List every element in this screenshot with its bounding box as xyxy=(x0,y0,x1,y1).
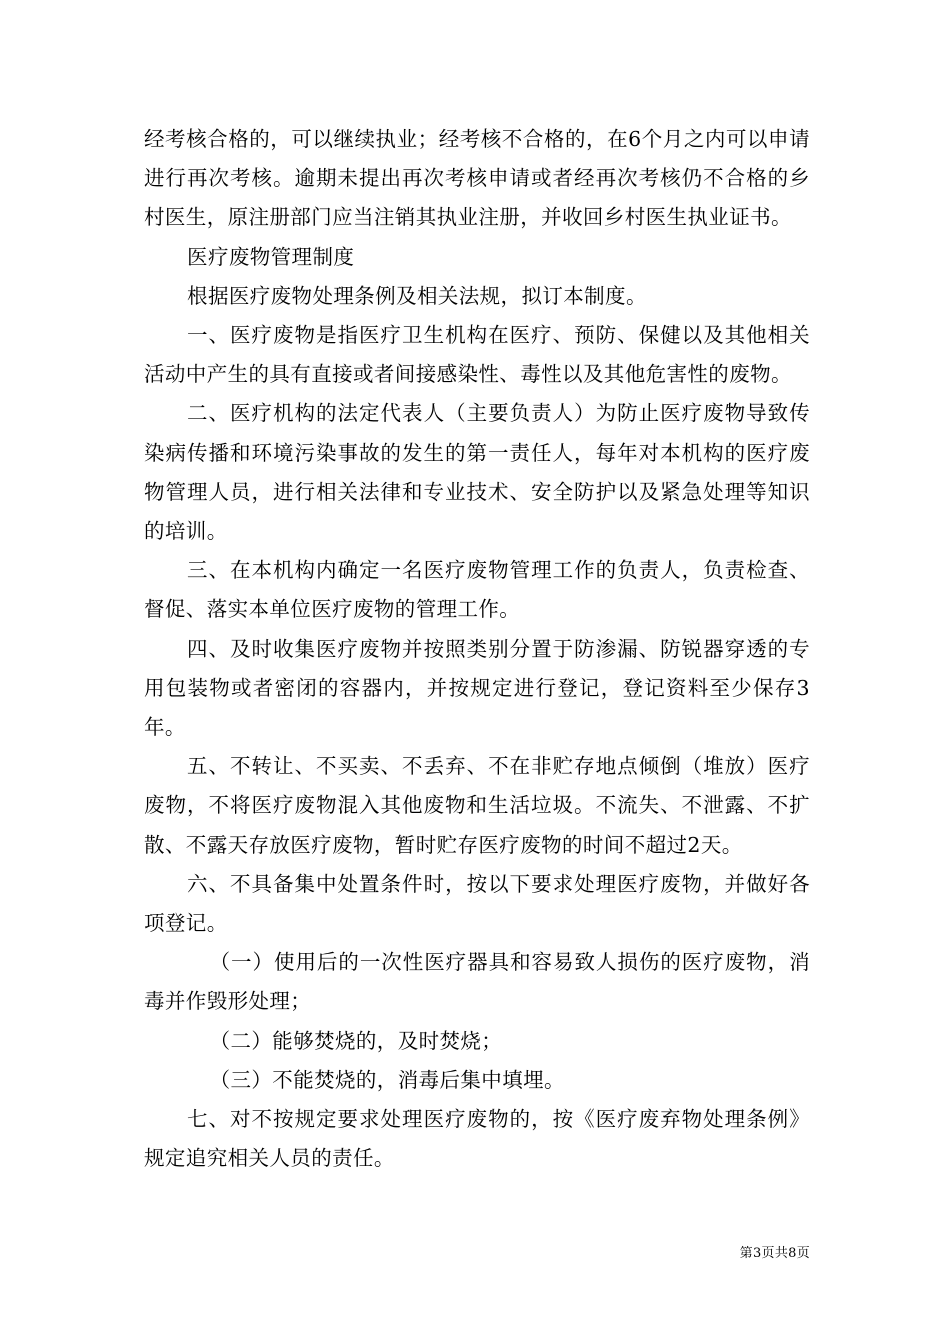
paragraph-subitem-3: （三）不能焚烧的，消毒后集中填埋。 xyxy=(209,1067,565,1092)
paragraph-item-5: 五、不转让、不买卖、不丢弃、不在非贮存地点倾倒（堆放）医疗废物，不将医疗废物混入其他废物和生活垃圾。不流失、不泄露、不扩散、不露天存放医疗废物，暂时贮存医疗废物的时间不超过2天。 xyxy=(144,754,810,857)
page-number: 第3页共8页 xyxy=(739,1246,810,1261)
paragraph-item-7: 七、对不按规定要求处理医疗废物的，按《医疗废弃物处理条例》规定追究相关人员的责任。 xyxy=(144,1107,810,1171)
paragraph-subitem-1: （一）使用后的一次性医疗器具和容易致人损伤的医疗废物，消毒并作毁形处理； xyxy=(144,950,810,1014)
paragraph-item-2: 二、医疗机构的法定代表人（主要负责人）为防止医疗废物导致传染病传播和环境污染事故的发生的第一责任人，每年对本机构的医疗废物管理人员，进行相关法律和专业技术、安全防护以及紧急处理等知识的培训。 xyxy=(144,401,810,544)
paragraph-license-review: 经考核合格的，可以继续执业；经考核不合格的，在6个月之内可以申请进行再次考核。逾期未提出再次考核申请或者经再次考核仍不合格的乡村医生，原注册部门应当注销其执业注册，并收回乡村医生执业证书。 xyxy=(144,127,810,230)
paragraph-item-6: 六、不具备集中处置条件时，按以下要求处理医疗废物，并做好各项登记。 xyxy=(144,871,810,936)
document-body xyxy=(144,120,810,1178)
paragraph-intro: 根据医疗废物处理条例及相关法规，拟订本制度。 xyxy=(187,283,647,308)
paragraph-subitem-2: （二）能够焚烧的，及时焚烧； xyxy=(209,1028,503,1053)
paragraph-item-3: 三、在本机构内确定一名医疗废物管理工作的负责人，负责检查、督促、落实本单位医疗废物的管理工作。 xyxy=(144,558,810,622)
paragraph-item-1: 一、医疗废物是指医疗卫生机构在医疗、预防、保健以及其他相关活动中产生的具有直接或者间接感染性、毒性以及其他危害性的废物。 xyxy=(144,323,810,387)
paragraph-item-4: 四、及时收集医疗废物并按照类别分置于防渗漏、防锐器穿透的专用包装物或者密闭的容器内，并按规定进行登记，登记资料至少保存3年。 xyxy=(144,636,810,740)
section-title: 医疗废物管理制度 xyxy=(187,244,355,269)
